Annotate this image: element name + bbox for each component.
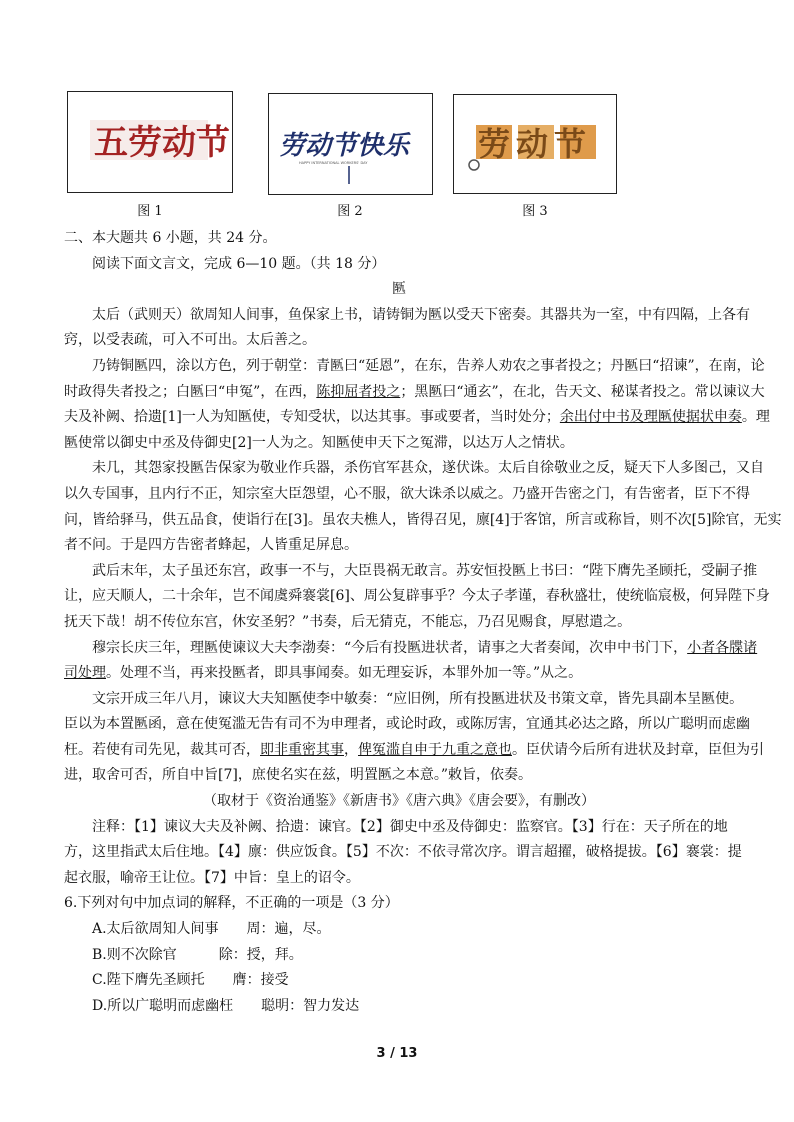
paragraph-line: 问，皆给驿马，供五品食，使诣行在[3]。虽农夫樵人，皆得召见，廪[4]于客馆，所言或称旨，则不次[5]除官，无实 xyxy=(64,511,782,528)
paragraph-line: 进，取舍可否，所自中旨[7]，庶使名实在兹，明置匦之本意。”敕旨，依奏。 xyxy=(64,767,532,784)
paragraph-line: 穆宗长庆三年，理匦使谏议大夫李渤奏：“今后有投匦进状者，请事之大者奏闻，次申中书门下，小者各牒诸 xyxy=(92,639,758,656)
paragraph-line: 夫及补阙、拾遗[1]一人为知匦使，专知受状，以达其事。事或要者，当时处分；余出付中书及理匦使据状申奏。理 xyxy=(64,409,770,426)
question-option: A.太后欲周知人间事 周：遍，尽。 xyxy=(92,921,331,938)
fig2-small-text: HAPPY INTERNATIONAL WORKERS' DAY xyxy=(299,161,368,165)
fig2-logo-text: 劳动节快乐 xyxy=(279,131,410,161)
paragraph-line: 司处理。处理不当，再来投匦者，即具事闻奏。如无理妄诉，本罪外加一等。”从之。 xyxy=(64,665,583,682)
wheelbarrow-icon xyxy=(469,160,479,170)
source-citation: （取材于《资治通鉴》《新唐书》《唐六典》《唐会要》，有删改） xyxy=(203,793,595,810)
figure-2-caption: 图 2 xyxy=(337,204,363,219)
underlined-phrase: 司处理 xyxy=(64,665,106,682)
passage-title: 匦 xyxy=(392,281,406,298)
underlined-phrase: 即非重密其事 xyxy=(260,741,344,758)
fig3-logo-text: 劳动节 xyxy=(478,125,593,163)
paragraph-line: 匦使常以御史中丞及侍御史[2]一人为之。知匦使申天下之冤滞，以达万人之情状。 xyxy=(64,434,574,451)
figure-1-image xyxy=(67,91,233,193)
underlined-phrase: 余出付中书及理匦使据状申奏 xyxy=(559,409,742,426)
paragraph-line: 抚天下哉！胡不传位东宫，休安圣躬？”书奏，后无猜克，不能忘，乃召见赐食，厚慰遣之。 xyxy=(64,613,632,630)
labor-day-logo-3 xyxy=(454,95,616,193)
question-option: D.所以广聪明而虑幽枉 聪明：智力发达 xyxy=(92,997,360,1014)
question-stem: 6.下列对句中加点词的解释，不正确的一项是（3 分） xyxy=(64,895,399,912)
notes-line: 注释：【1】谏议大夫及补阙、拾遗：谏官。【2】御史中丞及侍御史：监察官。【3】行在：天子所在的地 xyxy=(92,818,728,835)
paragraph-line: 以久专国事，且内行不正，知宗室大臣怨望，心不服，欲大诛杀以威之。乃盛开告密之门，有告密者，臣下不得 xyxy=(64,485,750,502)
section-heading: 二、本大题共 6 小题，共 24 分。 xyxy=(64,230,277,246)
paragraph-line: 乃铸铜匦四，涂以方色，列于朝堂：青匦曰“延恩”，在东，告养人劝农之事者投之；丹匦曰“招谏”，在南，论 xyxy=(92,357,765,374)
paragraph-line: 让，应天顺人，二十余年，岂不闻虞舜褰裳[6]、周公复辟事乎？今太子孝谨，春秋盛壮，使统临宸极，何异陛下身 xyxy=(64,588,770,605)
figure-2-image xyxy=(268,93,433,195)
underlined-phrase: 陈抑屈者投之 xyxy=(316,383,401,400)
figure-1-caption: 图 1 xyxy=(137,204,163,219)
labor-day-logo-1 xyxy=(68,92,232,192)
paragraph-line: 窍，以受表疏，可入不可出。太后善之。 xyxy=(64,332,316,349)
paragraph-line: 武后末年，太子虽还东宫，政事一不与，大臣畏祸无敢言。苏安恒投匦上书曰：“陛下膺先圣顾托，受嗣子推 xyxy=(92,562,758,579)
underlined-phrase: 小者各牒诸 xyxy=(687,639,758,656)
paragraph-line: 文宗开成三年八月，谏议大夫知匦使李中敏奏：“应旧例，所有投匦进状及书策文章，皆先具副本呈匦使。 xyxy=(92,690,744,707)
figure-3-image xyxy=(453,94,617,194)
notes-line: 起衣服，喻帝王让位。【7】中旨：皇上的诏令。 xyxy=(64,869,360,886)
underlined-phrase: 俾冤滥自申于九重之意也 xyxy=(358,741,512,758)
paragraph-line: 时政得失者投之；白匦曰“申冤”，在西，陈抑屈者投之；黑匦曰“通玄”，在北，告天文、秘谋者投之。常以谏议大 xyxy=(64,383,765,400)
paragraph-line: 者不问。于是四方告密者蜂起，人皆重足屏息。 xyxy=(64,537,358,554)
paragraph-line: 臣以为本置匦函，意在使冤滥无告有司不为申理者，或论时政，或陈厉害，宜通其必达之路，所以广聪明而虑幽 xyxy=(64,716,750,733)
page-number: 3 / 13 xyxy=(376,1046,418,1061)
fig1-logo-text: 五劳动节 xyxy=(94,123,230,163)
paragraph-line: 枉。若使有司先见，裁其可否，即非重密其事，俾冤滥自申于九重之意也。臣伏请今后所有进状及封章，臣但为引 xyxy=(64,741,764,758)
figure-3-caption: 图 3 xyxy=(522,204,548,219)
instruction: 阅读下面文言文，完成 6—10 题。（共 18 分） xyxy=(92,255,386,272)
paragraph-line: 未几，其怨家投匦告保家为敬业作兵器，杀伤官军甚众，遂伏诛。太后自徐敬业之反，疑天下人多图己，又自 xyxy=(92,460,764,477)
labor-day-logo-2 xyxy=(269,94,432,194)
question-option: C.陛下膺先圣顾托 膺：接受 xyxy=(92,972,289,989)
notes-line: 方，这里指武太后住地。【4】廪：供应饭食。【5】不次：不依寻常次序。谓言超擢，破格提拔。【6】褰裳：提 xyxy=(64,844,742,861)
exam-text xyxy=(64,226,782,1019)
paragraph-line: 太后（武则天）欲周知人间事，鱼保家上书，请铸铜为匦以受天下密奏。其器共为一室，中有四隔，上各有 xyxy=(92,306,750,323)
question-option: B.则不次除官 除：授，拜。 xyxy=(92,946,303,963)
